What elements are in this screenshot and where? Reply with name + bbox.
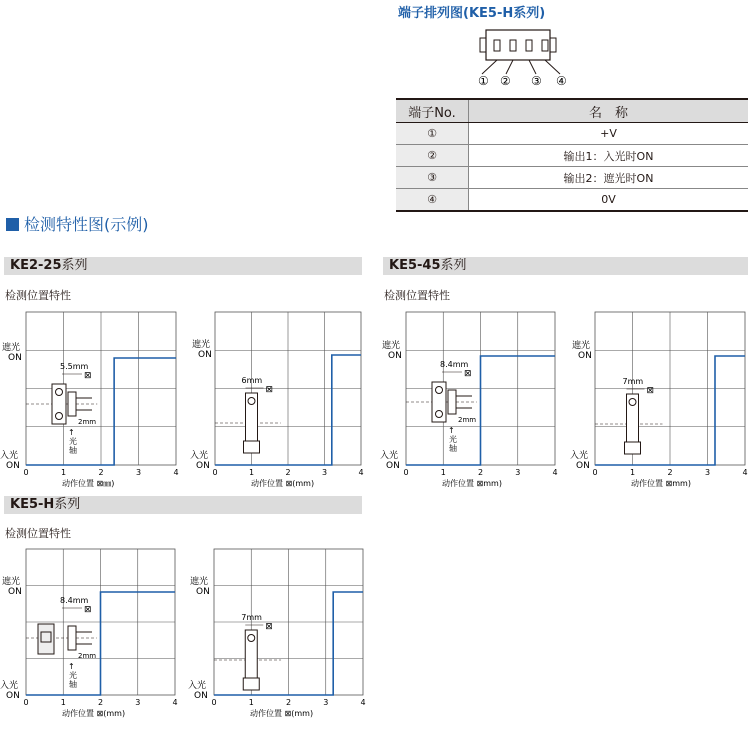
connector-latch-right	[550, 38, 556, 52]
series-header-ke5-45: KE5-45系列	[383, 257, 748, 275]
x-tick-label: 2	[285, 698, 292, 707]
sensor-body	[52, 384, 66, 424]
y-label-top: 遮光	[2, 577, 21, 587]
dimension-label: 7mm	[622, 377, 644, 386]
dimension-label: 6mm	[241, 376, 263, 385]
x-tick-label: 3	[135, 698, 141, 707]
y-label-bottom: 入光	[0, 681, 19, 691]
x-tick-label: 4	[172, 698, 178, 707]
target-x-icon: ⊠	[84, 605, 92, 615]
pin-label: ②	[500, 74, 511, 88]
y-label-bottom: 入光	[188, 681, 207, 691]
y-label-top: 遮光	[572, 341, 591, 351]
optical-axis-label: 轴	[69, 680, 77, 689]
y-label-top: ON	[578, 351, 592, 361]
optical-axis-arrow: ↑	[68, 662, 75, 671]
x-tick-label: 4	[358, 468, 364, 477]
optical-axis-arrow: ↑	[448, 426, 455, 435]
x-tick-label: 3	[704, 468, 711, 477]
table-cell: 输出2：遮光时ON	[469, 167, 749, 189]
sensor-body	[432, 382, 446, 422]
x-tick-label: 0	[592, 468, 598, 477]
chart-ke5-h-vertical	[188, 542, 373, 727]
x-tick-label: 3	[323, 698, 329, 707]
sensor-body	[38, 624, 54, 654]
series-subtitle: 检测位置特性	[5, 527, 71, 540]
chart-ke2-25-horizontal	[0, 305, 185, 490]
y-label-bottom: 入光	[570, 451, 589, 461]
y-label-bottom: ON	[196, 461, 210, 471]
x-tick-label: 4	[552, 468, 558, 477]
terminal-connector-diagram	[470, 24, 570, 90]
chart-ke5-45-vertical	[570, 305, 750, 490]
y-label-bottom: ON	[6, 691, 20, 701]
pin-label: ①	[478, 74, 489, 88]
series-subtitle: 检测位置特性	[5, 289, 71, 302]
x-tick-label: 1	[60, 698, 66, 707]
table-cell: ①	[396, 123, 469, 145]
table-cell: 0V	[469, 189, 749, 212]
column-header: 端子No.	[396, 99, 469, 123]
connector-latch-left	[480, 38, 486, 52]
section-title: 检测特性图(示例)	[6, 212, 149, 235]
table-cell: +V	[469, 123, 749, 145]
sensor-slot	[68, 392, 76, 416]
connector-body	[486, 30, 550, 60]
table-cell: ④	[396, 189, 469, 212]
x-tick-label: 4	[173, 468, 179, 477]
x-tick-label: 1	[629, 468, 636, 477]
x-tick-label: 2	[97, 698, 104, 707]
x-tick-label: 2	[285, 468, 291, 477]
y-label-top: 遮光	[192, 340, 211, 350]
x-tick-label: 2	[98, 468, 104, 477]
column-header: 名 称	[469, 99, 749, 123]
y-label-bottom: 入光	[190, 451, 209, 461]
table-row	[396, 189, 748, 212]
x-tick-label: 1	[440, 468, 446, 477]
y-label-top: 遮光	[190, 577, 209, 587]
target-x-icon: ⊠	[464, 369, 472, 379]
series-header-ke2-25: KE2-25系列	[4, 257, 362, 275]
x-tick-label: 3	[321, 468, 328, 477]
x-tick-label: 0	[403, 468, 409, 477]
x-tick-label: 2	[667, 468, 673, 477]
x-tick-label: 2	[477, 468, 484, 477]
dimension-label: 2mm	[458, 416, 477, 424]
x-axis-label: 动作位置 ⊠mm)	[631, 479, 691, 488]
x-axis-label: 动作位置 ⊠mm)	[442, 479, 502, 488]
optical-axis-label: 光	[69, 671, 77, 680]
dimension-label: 2mm	[78, 418, 97, 426]
y-label-top: 遮光	[382, 341, 401, 351]
x-tick-label: 3	[515, 468, 521, 477]
dimension-label: 8.4mm	[440, 360, 469, 369]
target-x-icon: ⊠	[84, 371, 92, 381]
target-x-icon: ⊠	[265, 622, 273, 632]
optical-axis-label: 轴	[449, 444, 457, 453]
pin-label: ③	[531, 74, 542, 88]
x-tick-label: 3	[135, 468, 142, 477]
sensor-base	[244, 441, 260, 453]
dimension-label: 8.4mm	[60, 596, 89, 605]
y-label-bottom: ON	[194, 691, 208, 701]
x-tick-label: 0	[23, 698, 29, 707]
series-line	[406, 356, 555, 465]
connector-pins	[482, 40, 560, 74]
y-label-bottom: 入光	[0, 451, 19, 461]
x-axis-label: 动作位置 ⊠(mm)	[250, 709, 314, 718]
x-tick-label: 1	[248, 468, 255, 477]
x-tick-label: 1	[248, 698, 254, 707]
optical-axis-label: 轴	[69, 446, 77, 455]
x-tick-label: 0	[23, 468, 29, 477]
sensor-base	[625, 442, 641, 454]
y-label-top: ON	[196, 587, 210, 597]
dimension-label: 5.5mm	[60, 362, 89, 371]
y-label-top: ON	[8, 587, 22, 597]
series-subtitle: 检测位置特性	[384, 289, 450, 302]
sensor-slot	[68, 626, 76, 650]
series-header-ke5-h: KE5-H系列	[4, 496, 362, 514]
x-axis-label: 动作位置 ⊠㎜)	[62, 479, 115, 488]
terminal-diagram-title: 端子排列图(KE5-H系列)	[398, 6, 546, 21]
sensor-base	[243, 678, 259, 690]
table-cell: ③	[396, 167, 469, 189]
y-label-top: 遮光	[2, 343, 21, 353]
table-row	[396, 145, 748, 167]
optical-axis-label: 光	[449, 435, 457, 444]
x-axis-label: 动作位置 ⊠(mm)	[251, 479, 315, 488]
chart-ke5-45-horizontal	[380, 305, 565, 490]
table-row	[396, 167, 748, 189]
sensor-slot	[448, 390, 456, 414]
x-axis-label: 动作位置 ⊠(mm)	[62, 709, 126, 718]
target-x-icon: ⊠	[265, 385, 274, 395]
y-label-bottom: 入光	[380, 451, 399, 461]
x-tick-label: 0	[212, 468, 218, 477]
y-label-bottom: ON	[386, 461, 400, 471]
y-label-bottom: ON	[576, 461, 590, 471]
pin-label: ④	[556, 74, 567, 88]
y-label-top: ON	[198, 350, 212, 360]
x-tick-label: 4	[742, 468, 748, 477]
y-label-top: ON	[8, 353, 22, 363]
chart-ke2-25-vertical	[190, 305, 375, 490]
y-label-bottom: ON	[6, 461, 20, 471]
x-tick-label: 4	[360, 698, 366, 707]
x-tick-label: 0	[211, 698, 217, 707]
target-x-icon: ⊠	[646, 386, 655, 396]
table-header-row	[396, 99, 748, 123]
dimension-label: 2mm	[78, 652, 97, 660]
section-square-icon	[6, 218, 19, 231]
dimension-label: 7mm	[241, 613, 262, 622]
optical-axis-label: 光	[69, 437, 77, 446]
chart-ke5-h-horizontal	[0, 542, 185, 727]
table-cell: 输出1：入光时ON	[469, 145, 749, 167]
optical-axis-arrow: ↑	[68, 428, 75, 437]
y-label-top: ON	[388, 351, 402, 361]
terminal-table	[396, 98, 748, 212]
x-tick-label: 1	[60, 468, 67, 477]
table-row	[396, 123, 748, 145]
table-cell: ②	[396, 145, 469, 167]
